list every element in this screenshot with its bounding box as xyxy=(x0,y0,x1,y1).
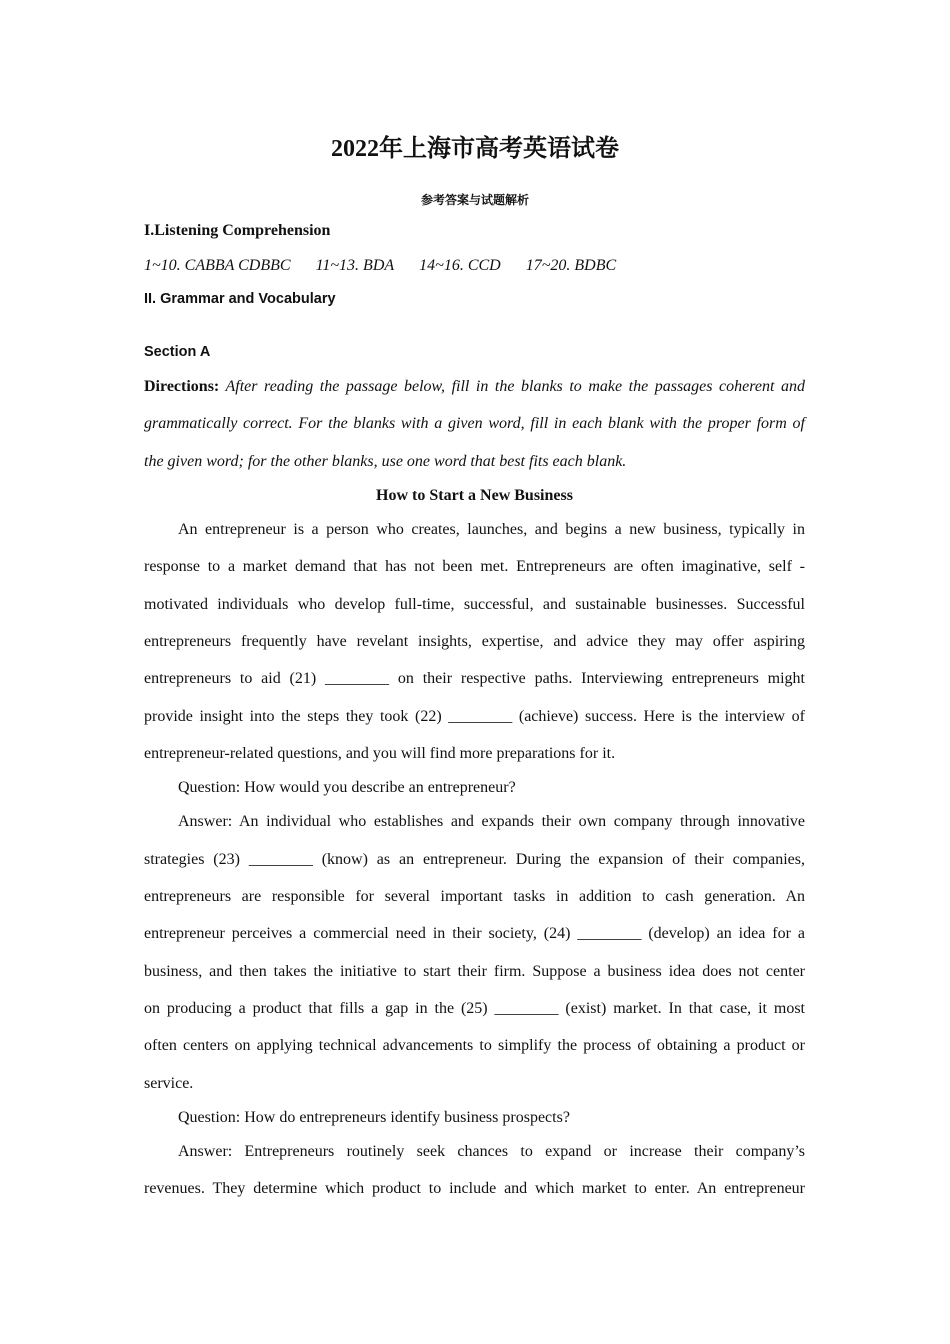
part2-heading: II. Grammar and Vocabulary xyxy=(144,291,336,307)
interview-question: Question: How would you describe an entrepreneur? xyxy=(178,779,516,796)
interview-answer-line: Answer: Entrepreneurs routinely seek chances to expand or increase their company’s xyxy=(178,1143,805,1160)
directions-line: the given word; for the other blanks, use one word that best fits each blank. xyxy=(144,453,627,470)
passage-line: entrepreneur-related questions, and you will find more preparations for it. xyxy=(144,745,616,762)
passage-line-blank-22: provide insight into the steps they took (22) ________ (achieve) success. Here is the interview of xyxy=(144,708,805,725)
part1-heading: I.Listening Comprehension xyxy=(144,222,331,239)
passage-line: An entrepreneur is a person who creates, launches, and begins a new business, typically in xyxy=(178,521,805,538)
passage-line: service. xyxy=(144,1075,194,1092)
passage-line: revenues. They determine which product to include and which market to enter. An entrepreneur xyxy=(144,1180,805,1197)
answer-group: 1~10. CABBA CDBBC xyxy=(144,257,291,274)
passage-line: motivated individuals who develop full-time, successful, and sustainable businesses. Successful xyxy=(144,596,805,613)
passage-line: business, and then takes the initiative to start their firm. Suppose a business idea does not center xyxy=(144,963,805,980)
directions-text: After reading the passage below, fill in the blanks to make the passages coherent and xyxy=(219,378,805,395)
passage-line: response to a market demand that has not been met. Entrepreneurs are often imaginative, self - xyxy=(144,558,805,575)
passage-line-blank-25: on producing a product that fills a gap in the (25) ________ (exist) market. In that case, it most xyxy=(144,1000,805,1017)
interview-answer-line: Answer: An individual who establishes and expands their own company through innovative xyxy=(178,813,805,830)
section-a-heading: Section A xyxy=(144,344,211,360)
passage-line: often centers on applying technical advancements to simplify the process of obtaining a product or xyxy=(144,1037,805,1054)
passage-line: entrepreneurs frequently have revelant insights, expertise, and advice they may offer aspiring xyxy=(144,633,805,650)
passage-line-blank-24: entrepreneur perceives a commercial need in their society, (24) ________ (develop) an idea for a xyxy=(144,925,805,942)
listening-answers xyxy=(144,256,805,276)
passage-line-blank-21: entrepreneurs to aid (21) ________ on their respective paths. Interviewing entrepreneurs might xyxy=(144,670,805,687)
directions-line xyxy=(144,377,805,397)
directions-line: grammatically correct. For the blanks with a given word, fill in each blank with the proper form of xyxy=(144,415,805,432)
document-subtitle: 参考答案与试题解析 xyxy=(420,193,529,207)
passage-line-blank-23: strategies (23) ________ (know) as an entrepreneur. During the expansion of their companies, xyxy=(144,851,805,868)
passage-title: How to Start a New Business xyxy=(376,487,573,504)
document-title: 2022年上海市高考英语试卷 xyxy=(331,136,619,162)
directions-label: Directions: xyxy=(144,378,220,395)
answer-group: 11~13. BDA xyxy=(315,257,395,274)
answer-group: 17~20. BDBC xyxy=(525,257,617,274)
answer-group: 14~16. CCD xyxy=(419,257,501,274)
passage-line: entrepreneurs are responsible for several important tasks in addition to cash generation. An xyxy=(144,888,805,905)
interview-question: Question: How do entrepreneurs identify business prospects? xyxy=(178,1109,570,1126)
